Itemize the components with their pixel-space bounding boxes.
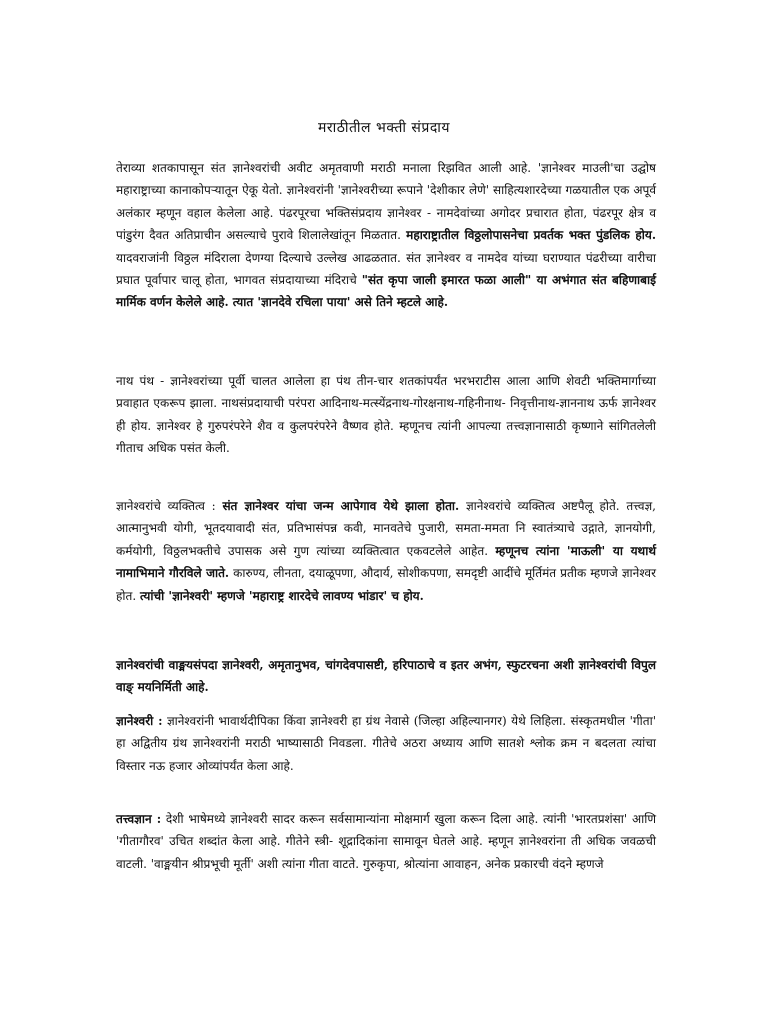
bold-text: ज्ञानेश्वरांची वाङ्मयसंपदा ज्ञानेश्वरी, अमृतानुभव, चांगदेवपासष्टी, हरिपाठाचे व इतर अभंग, स्फुटरचना अशी ज्ञानेश्वरांची विपुल वाङ् मयनिर्मिती आहे. [116, 658, 656, 695]
bold-text: तत्त्वज्ञान : [116, 812, 162, 826]
bold-text: महाराष्ट्रातील विठ्ठलोपासनेचा प्रवर्तक भक्त पुंडलिक होय. [406, 228, 656, 243]
paragraph-text: ज्ञानेश्वरांनी भावार्थदीपिका किंवा ज्ञानेश्वरी हा ग्रंथ नेवासे (जिल्हा अहिल्यानगर) येथे लिहिला. संस्कृतमधील 'गीता' हा अद्वितीय ग्रंथ ज्ञानेश्वरांनी मराठी भाष्यासाठी निवडला. गीतेचे अठरा अध्याय आणि सातशे श्लोक क्रम न बदलता त्यांचा विस्तार नऊ हजार ओव्यांपर्यंत केला आहे. [116, 714, 656, 773]
paragraph-text: ज्ञानेश्वरांचे व्यक्तित्व : [116, 499, 223, 513]
paragraph-bhakti-history [116, 157, 656, 314]
paragraph-text: नाथ पंथ - ज्ञानेश्वरांच्या पूर्वी चालत आलेला हा पंथ तीन-चार शतकांपर्यंत भरभराटीस आला आणि शेवटी भक्तिमार्गाच्या प्रवाहात एकरूप झाला. नाथसंप्रदायाची परंपरा आदिनाथ-मत्स्येंद्रनाथ-गोरक्षनाथ-गहिनीनाथ- निवृत्तीनाथ-ज्ञाननाथ ऊर्फ ज्ञानेश्वर ही होय. ज्ञानेश्वर हे गुरुपरंपरेने शैव व कुलपरंपरेने वैष्णव होते. म्हणूनच त्यांनी आपल्या तत्त्वज्ञानासाठी कृष्णाने सांगितलेली गीताच अधिक पसंत केली. [116, 374, 656, 456]
paragraph-philosophy [116, 808, 656, 875]
paragraph-text: यादवराजांनी विठ्ठल मंदिराला देणग्या दिल्याचे उल्लेख आढळतात. संत ज्ञानेश्वर व नामदेव यांच्या घराण्यात पंढरीच्या वारीचा प्रघात पूर्वापार चालू होता, भागवत संप्रदायाच्या मंदिराचे [116, 250, 656, 288]
bold-text: ज्ञानेश्वरी : [116, 714, 163, 728]
paragraph-nath-panth [116, 370, 656, 460]
paragraph-text: तेराव्या शतकापासून संत ज्ञानेश्वरांची अवीट अमृतवाणी मराठी मनाला रिझवित आली आहे. 'ज्ञानेश्वर माउली'चा उद्घोष महाराष्ट्राच्या कानाकोपऱ्यातून ऐकू येतो. ज्ञानेश्वरांनी 'ज्ञानेश्वरीच्या रूपाने 'देशीकार लेणे' साहित्यशारदेच्या गळयातील एक अपूर्व अलंकार म्हणून वहाल केलेला आहे. पंढरपूरचा भक्तिसंप्रदाय ज्ञानेश्वर - नामदेवांच्या अगोदर प्रचारात होता, पंढरपूर क्षेत्र व पांडुरंग दैवत अतिप्राचीन असल्याचे पुरावे शिलालेखांतून मिळतात. [116, 161, 656, 243]
page-title: मराठीतील भक्ती संप्रदाय [317, 120, 451, 136]
paragraph-text: कारुण्य, लीनता, दयाळूपणा, औदार्य, सोशीकपणा, समदृष्टी आदींचे मूर्तिमंत प्रतीक म्हणजे ज्ञानेश्वर होत. [116, 566, 656, 603]
paragraph-text: देशी भाषेमध्ये ज्ञानेश्वरी सादर करून सर्वसामान्यांना मोक्षमार्ग खुला करून दिला आहे. त्यांनी 'भारतप्रशंसा' आणि 'गीतागौरव' उचित शब्दांत केला आहे. गीतेने स्त्री- शूद्रादिकांना सामावून घेतले आहे. म्हणून ज्ञानेश्वरांना ती अधिक जवळची वाटली. 'वाङ्मयीन श्रीप्रभूची मूर्ती' अशी त्यांना गीता वाटते. गुरुकृपा, श्रोत्यांना आवाहन, अनेक प्रकारची वंदने म्हणजे [116, 812, 657, 871]
bold-text: त्यांची 'ज्ञानेश्वरी' म्हणजे 'महाराष्ट्र शारदेचे लावण्य भांडार' च होय. [139, 588, 424, 603]
bold-text: संत ज्ञानेश्वर यांचा जन्म आपेगाव येथे झाला होता. [222, 499, 460, 513]
paragraph-text: ज्ञानेश्वरांचे व्यक्तित्व अष्टपैलू होते. तत्त्वज्ञ, आत्मानुभवी योगी, भूतदयावादी संत, प्रतिभासंपन्न कवी, मानवतेचे पुजारी, समता-ममता नि स्वातंत्र्याचे उद्गाते, ज्ञानयोगी, कर्मयोगी, विठ्ठलभक्तीचे उपासक असे गुण त्यांच्या व्यक्तित्वात एकवटलेले आहेत. [116, 499, 656, 558]
paragraph-dnyaneshwari [116, 710, 656, 777]
paragraph-personality [116, 495, 656, 607]
bold-text: म्हणूनच त्यांना 'माऊली' या यथार्थ नामाभिमाने गौरविले जाते. [116, 543, 656, 581]
bold-text: "संत कृपा जाली इमारत फळा आली" या अभंगात संत बहिणाबाई मार्मिक वर्णन केलेले आहे. त्यात 'ज्ञानदेवे रचिला पाया' असे तिने म्हटले आहे. [116, 273, 656, 310]
paragraph-literary-works [116, 654, 656, 699]
